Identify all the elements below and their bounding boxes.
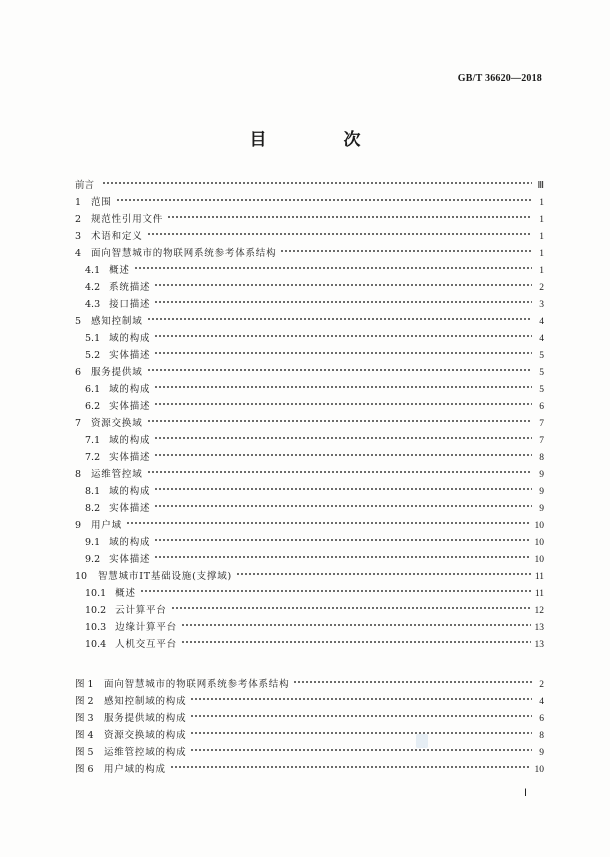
entry-page-number: 10 xyxy=(534,555,544,565)
entry-number: 3 xyxy=(75,231,82,242)
toc-entry[interactable] xyxy=(75,517,544,534)
dot-leader xyxy=(154,484,532,493)
entry-number: 1 xyxy=(75,197,82,208)
dot-leader xyxy=(154,535,530,544)
figure-entry[interactable] xyxy=(75,676,544,693)
scan-artifact xyxy=(416,734,428,748)
entry-page-number: 2 xyxy=(539,283,544,293)
dot-leader xyxy=(147,467,532,476)
entry-page-number: 8 xyxy=(539,453,544,463)
dot-leader xyxy=(154,382,532,391)
entry-number: 7.1 xyxy=(85,435,101,446)
figure-list xyxy=(75,676,544,778)
entry-number: 图 5 xyxy=(75,747,94,758)
entry-title: 资源交换域 xyxy=(91,418,143,429)
toc-entry[interactable] xyxy=(75,194,544,211)
dot-leader xyxy=(171,603,531,612)
entry-number: 10.1 xyxy=(85,588,107,599)
entry-number: 8.1 xyxy=(85,486,101,497)
entry-number: 图 6 xyxy=(75,764,94,775)
entry-page-number: 9 xyxy=(539,470,544,480)
entry-number: 图 1 xyxy=(75,679,94,690)
entry-title: 域的构成 xyxy=(109,486,151,497)
entry-number: 7 xyxy=(75,418,82,429)
entry-page-number: 9 xyxy=(539,504,544,514)
entry-title: 域的构成 xyxy=(109,384,151,395)
toc-entry[interactable] xyxy=(75,449,544,466)
entry-title: 运维管控域 xyxy=(91,469,143,480)
entry-page-number: 1 xyxy=(539,232,544,242)
dot-leader xyxy=(181,620,531,629)
toc-entry[interactable] xyxy=(75,364,544,381)
entry-page-number: 3 xyxy=(539,300,544,310)
entry-page-number: 11 xyxy=(534,572,544,582)
dot-leader xyxy=(154,280,532,289)
entry-number: 图 4 xyxy=(75,730,94,741)
entry-title: 资源交换域的构成 xyxy=(104,730,187,741)
dot-leader xyxy=(154,552,530,561)
entry-number: 8.2 xyxy=(85,503,101,514)
entry-number: 10.4 xyxy=(85,639,107,650)
table-of-contents xyxy=(75,177,544,653)
dot-leader xyxy=(154,433,532,442)
entry-number: 6.2 xyxy=(85,401,101,412)
entry-page-number: 13 xyxy=(534,623,544,633)
dot-leader xyxy=(154,399,532,408)
toc-entry[interactable] xyxy=(75,330,544,347)
entry-page-number: 1 xyxy=(539,215,544,225)
toc-entry[interactable] xyxy=(75,211,544,228)
dot-leader xyxy=(147,229,532,238)
entry-page-number: 1 xyxy=(539,198,544,208)
toc-entry[interactable] xyxy=(75,619,544,636)
entry-number: 5.1 xyxy=(85,333,101,344)
entry-number: 6 xyxy=(75,367,82,378)
dot-leader xyxy=(181,637,531,646)
dot-leader xyxy=(154,331,532,340)
entry-title: 智慧城市IT基础设施(支撑域) xyxy=(98,571,233,582)
entry-number: 4.3 xyxy=(85,299,101,310)
dot-leader xyxy=(170,762,531,771)
dot-leader xyxy=(116,195,532,204)
entry-page-number: 11 xyxy=(534,589,544,599)
entry-page-number: 7 xyxy=(539,419,544,429)
toc-title: 目 次 xyxy=(249,130,391,150)
entry-number: 8 xyxy=(75,469,82,480)
entry-number: 6.1 xyxy=(85,384,101,395)
toc-entry[interactable] xyxy=(75,585,544,602)
entry-page-number: 5 xyxy=(539,385,544,395)
entry-page-number: 5 xyxy=(539,351,544,361)
dot-leader xyxy=(154,297,532,306)
entry-title: 用户域 xyxy=(91,520,122,531)
dot-leader xyxy=(280,246,532,255)
entry-title: 面向智慧城市的物联网系统参考体系结构 xyxy=(91,248,277,259)
entry-title: 范围 xyxy=(91,197,112,208)
toc-entry[interactable] xyxy=(75,228,544,245)
entry-page-number: Ⅲ xyxy=(537,181,544,191)
entry-title: 服务提供域的构成 xyxy=(104,713,187,724)
toc-entry[interactable] xyxy=(75,636,544,653)
dot-leader xyxy=(102,178,532,187)
entry-title: 面向智慧城市的物联网系统参考体系结构 xyxy=(104,679,290,690)
entry-title: 人机交互平台 xyxy=(115,639,177,650)
dot-leader xyxy=(154,450,532,459)
entry-title: 概述 xyxy=(115,588,136,599)
entry-number: 10.2 xyxy=(85,605,107,616)
entry-number: 4.2 xyxy=(85,282,101,293)
entry-page-number: 2 xyxy=(539,680,544,690)
entry-title: 云计算平台 xyxy=(115,605,167,616)
entry-title: 实体描述 xyxy=(109,554,151,565)
entry-page-number: 8 xyxy=(539,731,544,741)
entry-number: 5 xyxy=(75,316,82,327)
entry-number: 4 xyxy=(75,248,82,259)
toc-entry[interactable] xyxy=(75,279,544,296)
entry-title: 域的构成 xyxy=(109,537,151,548)
dot-leader xyxy=(140,586,531,595)
dot-leader xyxy=(154,348,532,357)
toc-entry[interactable] xyxy=(75,534,544,551)
figure-entry[interactable] xyxy=(75,727,544,744)
toc-entry[interactable] xyxy=(75,262,544,279)
toc-entry[interactable] xyxy=(75,347,544,364)
entry-title: 实体描述 xyxy=(109,350,151,361)
entry-title: 域的构成 xyxy=(109,333,151,344)
entry-title: 感知控制域 xyxy=(91,316,143,327)
dot-leader xyxy=(236,569,531,578)
entry-page-number: 7 xyxy=(539,436,544,446)
entry-number: 图 3 xyxy=(75,713,94,724)
entry-page-number: 4 xyxy=(539,334,544,344)
entry-title: 规范性引用文件 xyxy=(91,214,164,225)
dot-leader xyxy=(190,745,532,754)
entry-title: 概述 xyxy=(109,265,130,276)
toc-entry[interactable] xyxy=(75,245,544,262)
entry-title: 服务提供域 xyxy=(91,367,143,378)
toc-entry[interactable] xyxy=(75,432,544,449)
dot-leader xyxy=(147,314,532,323)
entry-title: 感知控制域的构成 xyxy=(104,696,187,707)
figure-entry[interactable] xyxy=(75,693,544,710)
entry-title: 用户域的构成 xyxy=(104,764,166,775)
toc-entry[interactable] xyxy=(75,415,544,432)
entry-number: 10.3 xyxy=(85,622,107,633)
standard-number: GB/T 36620—2018 xyxy=(457,73,542,84)
entry-number: 前言 xyxy=(75,180,95,191)
entry-title: 术语和定义 xyxy=(91,231,143,242)
toc-entry[interactable] xyxy=(75,568,544,585)
entry-page-number: 1 xyxy=(539,266,544,276)
entry-number: 9 xyxy=(75,520,82,531)
entry-number: 10 xyxy=(75,571,88,582)
toc-entry[interactable] xyxy=(75,398,544,415)
entry-title: 实体描述 xyxy=(109,401,151,412)
dot-leader xyxy=(190,728,532,737)
entry-page-number: 4 xyxy=(539,697,544,707)
entry-number: 图 2 xyxy=(75,696,94,707)
dot-leader xyxy=(126,518,531,527)
dot-leader xyxy=(190,711,532,720)
entry-title: 系统描述 xyxy=(109,282,151,293)
entry-page-number: 10 xyxy=(534,538,544,548)
entry-page-number: 10 xyxy=(534,765,544,775)
entry-number: 2 xyxy=(75,214,82,225)
dot-leader xyxy=(167,212,532,221)
dot-leader xyxy=(147,365,532,374)
dot-leader xyxy=(154,501,532,510)
entry-title: 实体描述 xyxy=(109,503,151,514)
entry-number: 4.1 xyxy=(85,265,101,276)
entry-number: 5.2 xyxy=(85,350,101,361)
toc-entry[interactable] xyxy=(75,177,544,194)
figure-entry[interactable] xyxy=(75,744,544,761)
entry-page-number: 13 xyxy=(534,640,544,650)
figure-entry[interactable] xyxy=(75,761,544,778)
entry-page-number: 4 xyxy=(539,317,544,327)
toc-entry[interactable] xyxy=(75,296,544,313)
dot-leader xyxy=(147,416,532,425)
figure-entry[interactable] xyxy=(75,710,544,727)
footer-page-number: Ⅰ xyxy=(524,788,527,799)
entry-title: 边缘计算平台 xyxy=(115,622,177,633)
entry-page-number: 5 xyxy=(539,368,544,378)
dot-leader xyxy=(293,677,532,686)
toc-entry[interactable] xyxy=(75,313,544,330)
entry-number: 9.2 xyxy=(85,554,101,565)
toc-entry[interactable] xyxy=(75,381,544,398)
entry-page-number: 1 xyxy=(539,249,544,259)
entry-page-number: 9 xyxy=(539,748,544,758)
entry-page-number: 6 xyxy=(539,714,544,724)
entry-page-number: 12 xyxy=(534,606,544,616)
toc-entry[interactable] xyxy=(75,602,544,619)
dot-leader xyxy=(134,263,532,272)
entry-title: 运维管控域的构成 xyxy=(104,747,187,758)
entry-number: 9.1 xyxy=(85,537,101,548)
toc-entry[interactable] xyxy=(75,466,544,483)
entry-page-number: 6 xyxy=(539,402,544,412)
entry-title: 接口描述 xyxy=(109,299,151,310)
entry-title: 域的构成 xyxy=(109,435,151,446)
toc-entry[interactable] xyxy=(75,483,544,500)
dot-leader xyxy=(190,694,532,703)
entry-number: 7.2 xyxy=(85,452,101,463)
entry-title: 实体描述 xyxy=(109,452,151,463)
toc-entry[interactable] xyxy=(75,500,544,517)
entry-page-number: 9 xyxy=(539,487,544,497)
entry-page-number: 10 xyxy=(534,521,544,531)
toc-entry[interactable] xyxy=(75,551,544,568)
